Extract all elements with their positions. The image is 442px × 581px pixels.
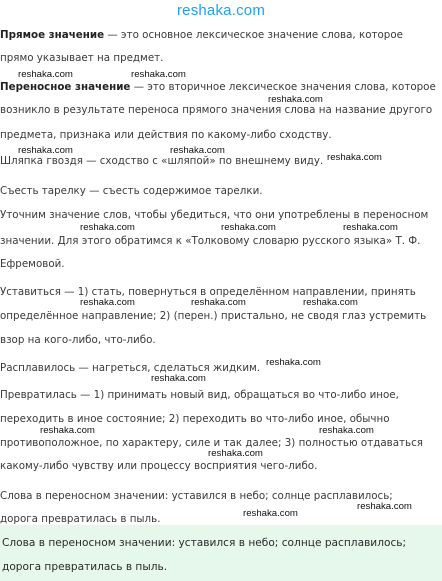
clarify-line2: значении. Для этого обратимся к «Толковому словарю русского языка» Т. Ф. xyxy=(0,235,421,247)
definition-direct-text: — это основное лексическое значение слова, которое xyxy=(104,29,403,41)
conclusion-line1: Слова в переносном значении: уставился в небо; солнце расплавилось; xyxy=(0,490,393,502)
watermark: reshaka.com xyxy=(266,357,321,368)
prevratilas-line2: переходить в иное состояние; 2) переходить во что-либо иное, обычно xyxy=(0,413,390,425)
answer-line1: Слова в переносном значении: уставился в небо; солнце расплавилось; xyxy=(2,537,407,549)
ustavitsya-line2: определённое направление; 2) (перен.) пристально, не сводя глаз устремить xyxy=(0,310,427,322)
watermark: reshaka.com xyxy=(80,297,135,308)
watermark: reshaka.com xyxy=(303,297,358,308)
definition-figurative-line3: предмета, признака или действия по какому-либо сходству. xyxy=(0,129,332,141)
watermark: reshaka.com xyxy=(80,222,135,233)
answer-box xyxy=(0,525,442,581)
watermark: reshaka.com xyxy=(40,425,95,436)
watermark: reshaka.com xyxy=(319,425,374,436)
watermark: reshaka.com xyxy=(327,152,382,163)
watermark: reshaka.com xyxy=(268,94,323,105)
example-plate: Съесть тарелку — съесть содержимое тарелки. xyxy=(0,185,263,197)
clarify-line1: Уточним значение слов, чтобы убедиться, что они употреблены в переносном xyxy=(0,209,429,221)
watermark: reshaka.com xyxy=(243,508,298,519)
prevratilas-line1: Превратилась — 1) принимать новый вид, обращаться во что-либо иное, xyxy=(0,389,399,401)
prevratilas-line4: какому-либо чувству или процессу восприятия чего-либо. xyxy=(0,460,318,472)
definition-figurative-line2: возникло в результате переноса прямого значения слова на название другого xyxy=(0,104,433,116)
definition-direct-line2: прямо указывает на предмет. xyxy=(0,52,164,64)
prevratilas-line3: противоположное, по характеру, силе и так далее; 3) полностью отдаваться xyxy=(0,437,423,449)
ustavitsya-line3: взор на кого-либо, что-либо. xyxy=(0,334,156,346)
watermark: reshaka.com xyxy=(170,145,225,156)
clarify-line3: Ефремовой. xyxy=(0,258,65,270)
watermark: reshaka.com xyxy=(151,373,206,384)
rasplavilos-line1: Расплавилось — нагреться, сделаться жидким. xyxy=(0,362,261,374)
answer-line2: дорога превратилась в пыль. xyxy=(2,561,168,573)
watermark: reshaka.com xyxy=(357,501,412,512)
ustavitsya-line1: Уставиться — 1) стать, повернуться в определённом направлении, принять xyxy=(0,286,416,298)
watermark: reshaka.com xyxy=(221,222,276,233)
watermark: reshaka.com xyxy=(343,222,398,233)
watermark: reshaka.com xyxy=(208,448,263,459)
definition-direct xyxy=(0,29,438,41)
definition-figurative-text: — это вторичное лексическое значения слова, которое xyxy=(130,81,436,93)
definition-figurative-term: Переносное значение xyxy=(0,81,131,93)
watermark: reshaka.com xyxy=(18,69,73,80)
site-title[interactable]: reshaka.com xyxy=(176,2,266,19)
definition-figurative xyxy=(0,81,438,93)
watermark: reshaka.com xyxy=(18,145,73,156)
watermark: reshaka.com xyxy=(191,297,246,308)
example-hat: Шляпка гвоздя — сходство с «шляпой» по внешнему виду. xyxy=(0,155,324,167)
definition-direct-term: Прямое значение xyxy=(0,29,105,41)
watermark: reshaka.com xyxy=(131,69,186,80)
conclusion-line2: дорога превратилась в пыль. xyxy=(0,513,161,525)
